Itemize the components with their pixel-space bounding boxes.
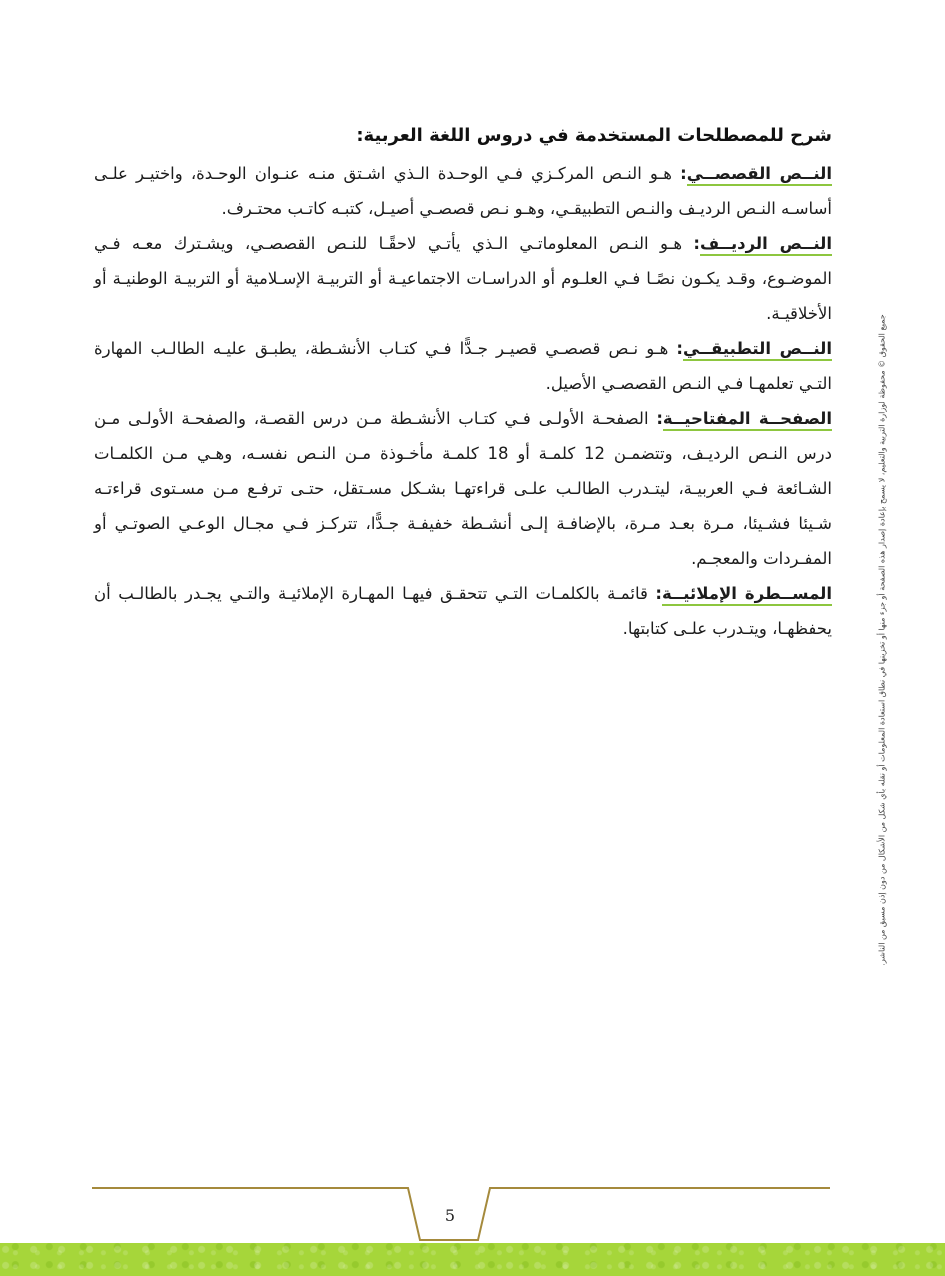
copyright-side-note: جميع الحقوق © محفوظة لوزارة التربية والتعليم، لا يسمح بإعادة إصدار هذه الصفحة أو جزء منها أو تخزينها في نطاق استعادة المعلومات أو نقله بأي شكل من الأشكال من دون إذن مسبق من الناشر. [877, 314, 887, 966]
term-story-text: النــص القصصــي [687, 164, 832, 186]
page-number: 5 [444, 1206, 456, 1225]
page-heading: شرح للمصطلحات المستخدمة في دروس اللغة العربية: [356, 125, 832, 146]
glossary-entry: المســطرة الإملائيــة: قائمـة بالكلمـات التـي تتحقـق فيهـا المهـارة الإملائيـة والتـي يجـدر بالطالـب أن يحفظهـا، ويتـدرب علـى كتابتها. [94, 584, 832, 638]
definition-applied-text: هـو نـص قصصـي قصيـر جـدًّا فـي كتـاب الأنشـطة، يطبـق عليـه الطالـب المهارة التـي تعلمهـا فـي النـص القصصـي الأصيل. [94, 339, 832, 393]
glossary-entry: النــص الرديــف: هـو النـص المعلوماتـي الـذي يأتـي لاحقًـا للنـص القصصـي، ويشـترك معـه فـي الموضـوع، وقـد يكـون نصًـا فـي العلـوم أو الدراسـات الاجتماعيـة أو التربيـة الإسـلامية أو التربيـة الوطنيـة أو الأخلاقيـة. [94, 234, 832, 323]
glossary-section [94, 118, 832, 646]
glossary-entry: النــص القصصــي: هـو النـص المركـزي فـي الوحـدة الـذي اشـتق منـه عنـوان الوحـدة، واختيـر علـى أساسـه النـص الرديـف والنـص التطبيقـي، وهـو نـص قصصـي أصيـل، كتبـه كاتـب محتـرف. [94, 164, 832, 218]
term-companion-text: النــص الرديــف [700, 234, 832, 256]
glossary-entry: النــص التطبيقــي: هـو نـص قصصـي قصيـر جـدًّا فـي كتـاب الأنشـطة، يطبـق عليـه الطالـب المهارة التـي تعلمهـا فـي النـص القصصـي الأصيل. [94, 339, 832, 393]
definition-spelling-ruler: قائمـة بالكلمـات التـي تتحقـق فيهـا المهـارة الإملائيـة والتـي يجـدر بالطالـب أن يحفظهـا، ويتـدرب علـى كتابتها. [94, 584, 832, 638]
term-key-page: الصفحــة المفتاحيــة [663, 409, 832, 431]
term-applied-text: النــص التطبيقــي [683, 339, 832, 361]
definition-key-page: الصفحـة الأولـى فـي كتـاب الأنشـطة مـن درس القصـة، والصفحـة الأولـى مـن درس النـص الرديـف، وتتضمـن 12 كلمـة أو 18 كلمـة مأخـوذة مـن النـص نفسـه، وهـي مـن الكلمـات الشـائعة فـي العربيـة، ليتـدرب الطالـب علـى قراءتهـا بشـكل مسـتقل، حتـى ترفـع مـن مسـتوى قراءتـه شـيئا فشـيئا، مـرة بعـد مـرة، بالإضافـة إلـى أنشـطة خفيفـة جـدًّا، تتركـز فـي مجـال الوعـي الصوتـي أو المفـردات والمعجـم. [94, 409, 832, 568]
footer-green-band [0, 1243, 945, 1276]
definition-companion-text: هـو النـص المعلوماتـي الـذي يأتـي لاحقًـا للنـص القصصـي، ويشـترك معـه فـي الموضـوع، وقـد يكـون نصًـا فـي العلـوم أو الدراسـات الاجتماعيـة أو التربيـة الإسـلامية أو التربيـة الوطنيـة أو الأخلاقيـة. [94, 234, 832, 323]
term-spelling-ruler: المســطرة الإملائيــة [662, 584, 832, 606]
definition-story-text: هـو النـص المركـزي فـي الوحـدة الـذي اشـتق منـه عنـوان الوحـدة، واختيـر علـى أساسـه النـص الرديـف والنـص التطبيقـي، وهـو نـص قصصـي أصيـل، كتبـه كاتـب محتـرف. [94, 164, 832, 218]
glossary-entry: الصفحــة المفتاحيــة: الصفحـة الأولـى فـي كتـاب الأنشـطة مـن درس القصـة، والصفحـة الأولـى مـن درس النـص الرديـف، وتتضمـن 12 كلمـة أو 18 كلمـة مأخـوذة مـن النـص نفسـه، وهـي مـن الكلمـات الشـائعة فـي العربيـة، ليتـدرب الطالـب علـى قراءتهـا بشـكل مسـتقل، حتـى ترفـع مـن مسـتوى قراءتـه شـيئا فشـيئا، مـرة بعـد مـرة، بالإضافـة إلـى أنشـطة خفيفـة جـدًّا، تتركـز فـي مجـال الوعـي الصوتـي أو المفـردات والمعجـم. [94, 409, 832, 568]
